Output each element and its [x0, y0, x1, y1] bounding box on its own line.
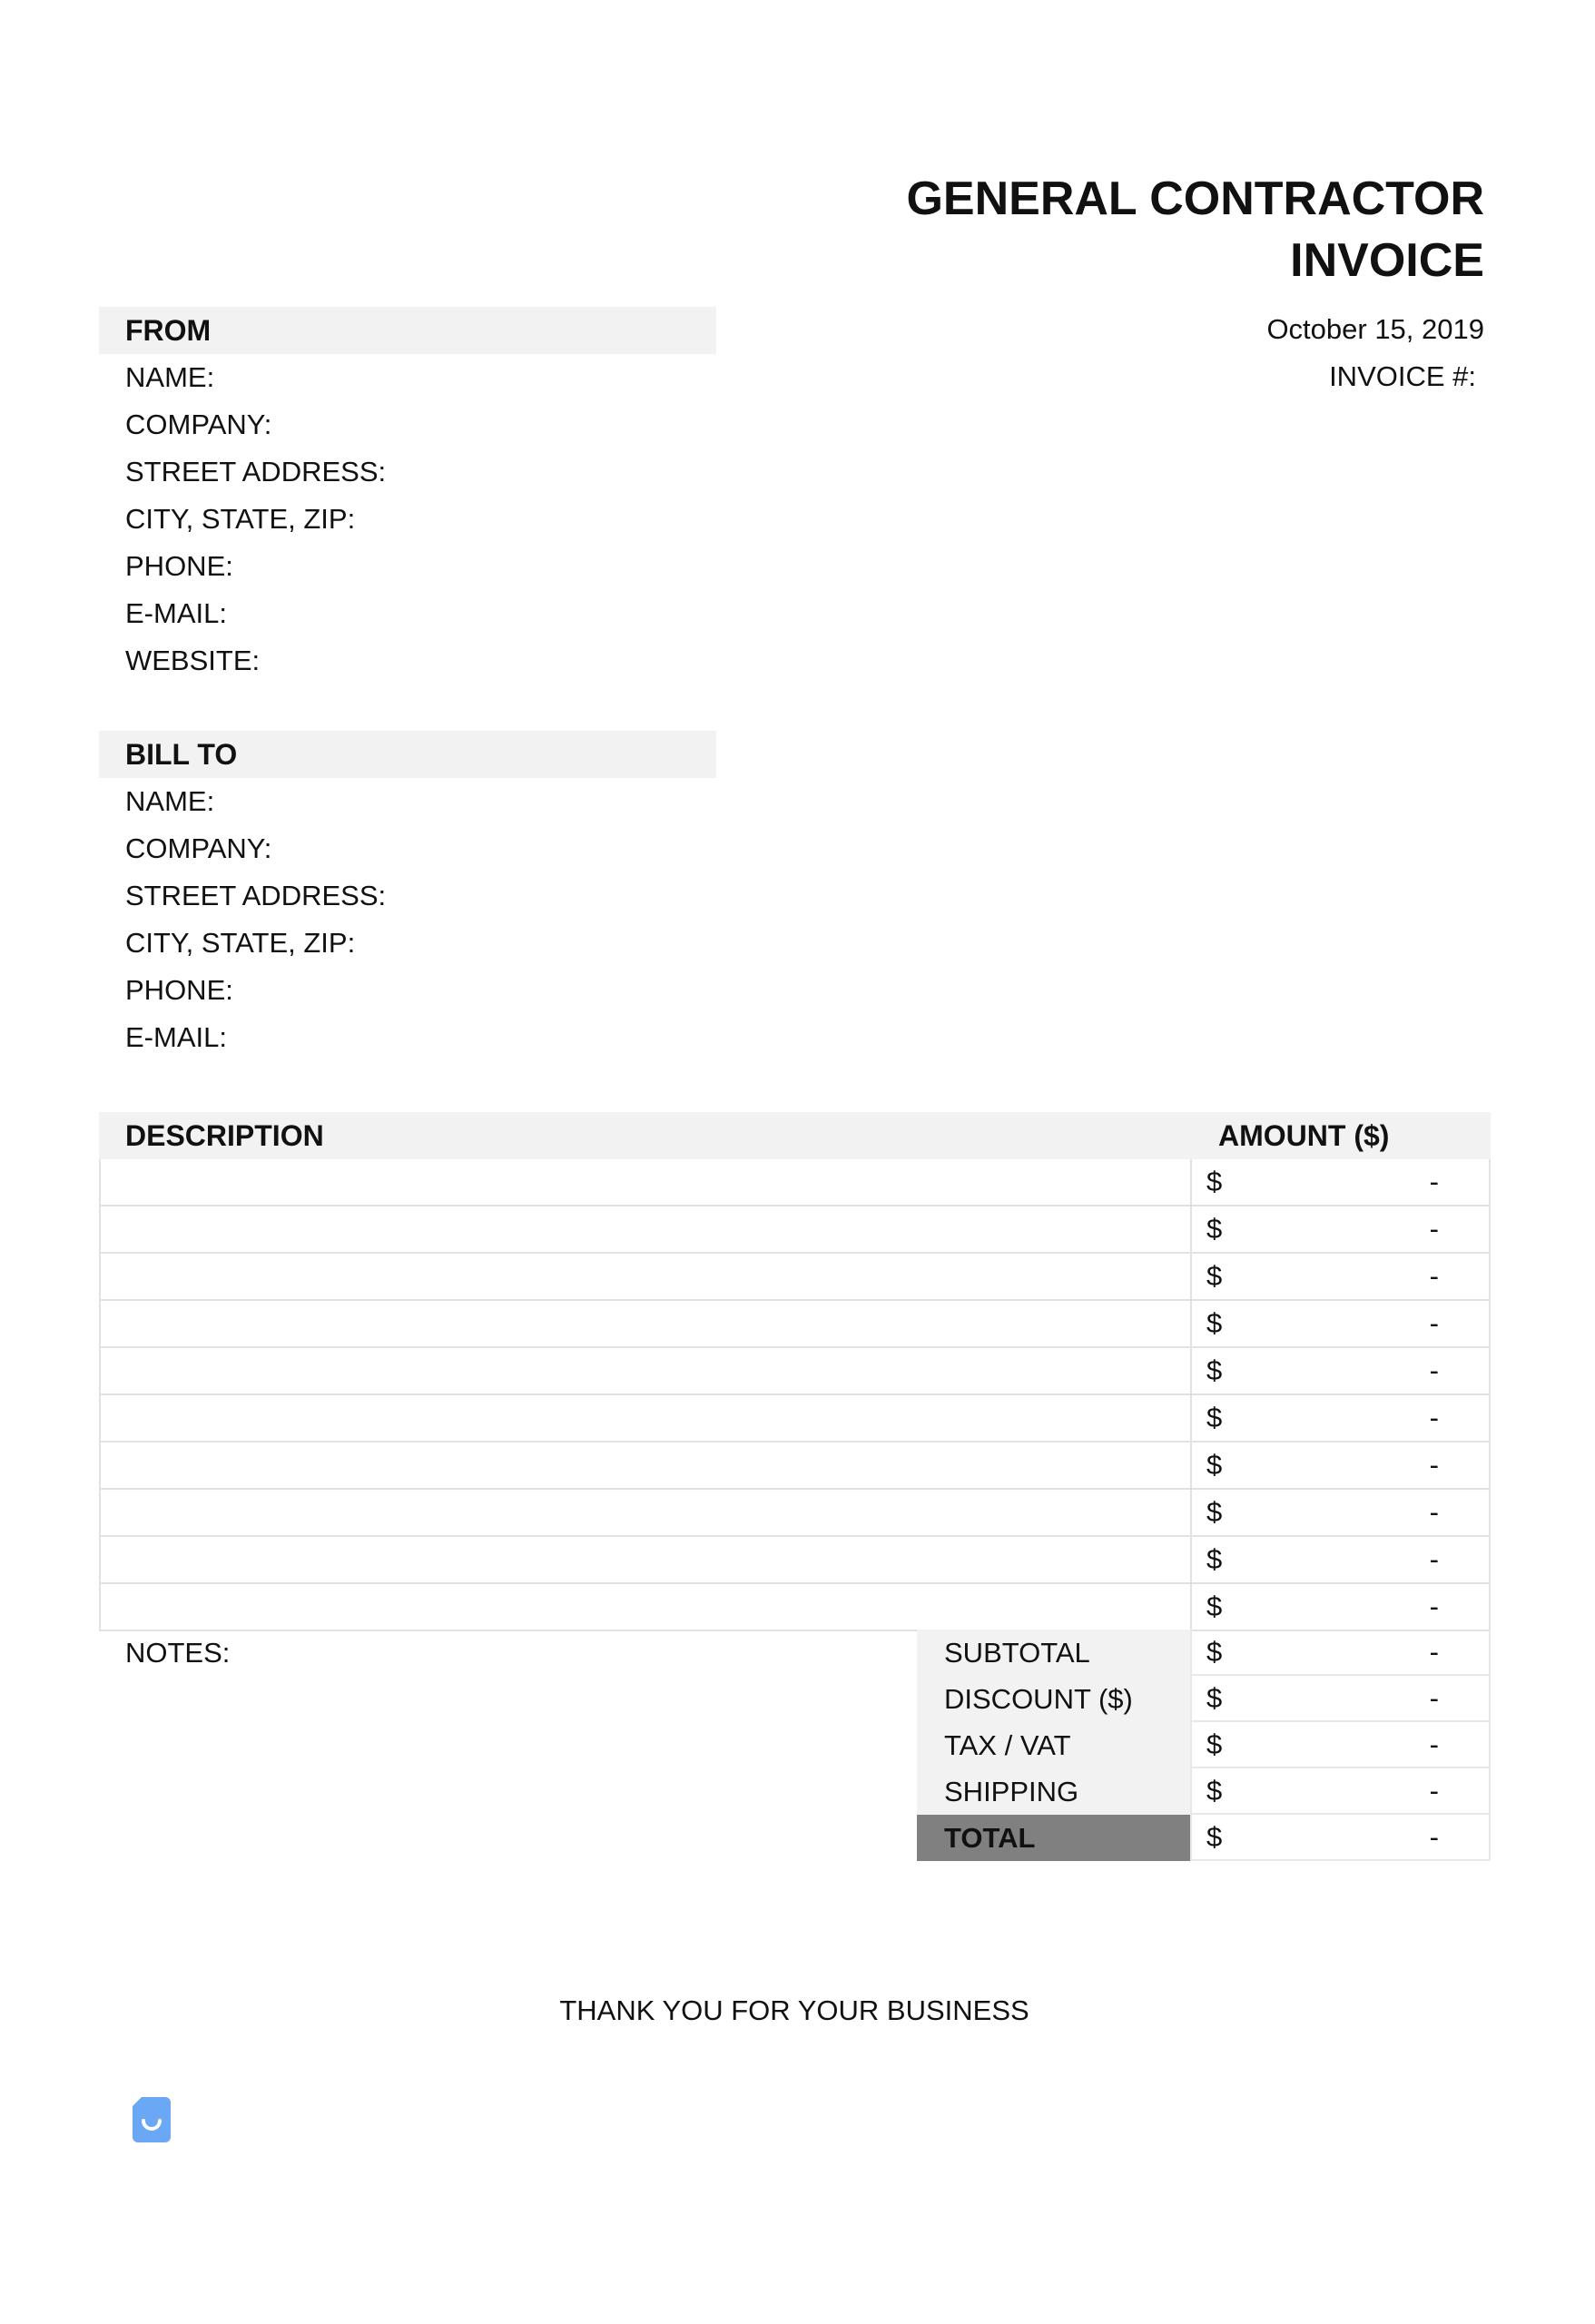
currency-symbol: $ — [1206, 1590, 1223, 1622]
currency-symbol: $ — [1206, 1636, 1223, 1668]
currency-symbol: $ — [1206, 1728, 1223, 1760]
amount-cell[interactable] — [1192, 1206, 1489, 1252]
table-row — [99, 1206, 1491, 1254]
from-field-label: CITY, STATE, ZIP: — [125, 503, 356, 535]
amount-column-header: AMOUNT ($) — [1218, 1119, 1390, 1152]
description-cell[interactable] — [101, 1395, 1192, 1441]
amount-value: - — [1429, 1636, 1439, 1668]
amount-value: - — [1429, 1821, 1439, 1853]
bill-to-field-label: E-MAIL: — [125, 1021, 227, 1053]
amount-cell[interactable] — [1192, 1159, 1489, 1205]
amount-value: - — [1429, 1166, 1439, 1197]
summary-amount-cell — [1190, 1676, 1491, 1722]
currency-symbol: $ — [1206, 1496, 1223, 1528]
summary-row-discount — [917, 1676, 1491, 1722]
currency-symbol: $ — [1206, 1682, 1223, 1714]
currency-symbol: $ — [1206, 1307, 1223, 1339]
table-row — [99, 1348, 1491, 1395]
description-cell[interactable] — [101, 1254, 1192, 1299]
table-row — [99, 1490, 1491, 1537]
table-row — [99, 1301, 1491, 1348]
title-line-1: GENERAL CONTRACTOR — [906, 172, 1484, 225]
amount-value: - — [1429, 1354, 1439, 1386]
line-items-header — [99, 1112, 1491, 1159]
summary-amount-cell — [1190, 1630, 1491, 1676]
from-field-label: COMPANY: — [125, 409, 272, 440]
summary-row-total — [917, 1815, 1491, 1861]
amount-value: - — [1429, 1775, 1439, 1807]
currency-symbol: $ — [1206, 1213, 1223, 1245]
notes-label: NOTES: — [125, 1637, 231, 1669]
invoice-date: October 15, 2019 — [1266, 313, 1484, 345]
table-row — [99, 1159, 1491, 1206]
summary-row-subtotal — [917, 1630, 1491, 1676]
currency-symbol: $ — [1206, 1543, 1223, 1575]
from-field-label: STREET ADDRESS: — [125, 456, 387, 487]
table-row — [99, 1254, 1491, 1301]
summary-amount-cell — [1190, 1768, 1491, 1815]
amount-cell[interactable] — [1192, 1301, 1489, 1346]
from-field-label: NAME: — [125, 361, 215, 393]
title-line-2: INVOICE — [1290, 234, 1484, 287]
summary-label: TAX / VAT — [917, 1722, 1190, 1768]
from-heading: FROM — [99, 307, 716, 354]
line-items-table — [99, 1159, 1491, 1631]
amount-cell[interactable] — [1192, 1584, 1489, 1630]
currency-symbol: $ — [1206, 1775, 1223, 1807]
description-cell[interactable] — [101, 1159, 1192, 1205]
currency-symbol: $ — [1206, 1449, 1223, 1481]
from-field-label: WEBSITE: — [125, 645, 261, 676]
table-row — [99, 1395, 1491, 1443]
description-cell[interactable] — [101, 1443, 1192, 1488]
amount-value: - — [1429, 1260, 1439, 1292]
currency-symbol: $ — [1206, 1354, 1223, 1386]
amount-value: - — [1429, 1543, 1439, 1575]
invoice-title — [906, 168, 1484, 291]
bill-to-field-label: COMPANY: — [125, 832, 272, 864]
table-row — [99, 1443, 1491, 1490]
summary-amount-cell — [1190, 1722, 1491, 1768]
amount-value: - — [1429, 1590, 1439, 1622]
amount-cell[interactable] — [1192, 1348, 1489, 1393]
description-cell[interactable] — [101, 1584, 1192, 1630]
amount-value: - — [1429, 1402, 1439, 1433]
bill-to-field-label: STREET ADDRESS: — [125, 880, 387, 911]
amount-cell[interactable] — [1192, 1395, 1489, 1441]
from-field-label: PHONE: — [125, 550, 233, 582]
currency-symbol: $ — [1206, 1402, 1223, 1433]
amount-cell[interactable] — [1192, 1443, 1489, 1488]
description-cell[interactable] — [101, 1537, 1192, 1582]
summary-label: SHIPPING — [917, 1768, 1190, 1815]
amount-value: - — [1429, 1307, 1439, 1339]
description-cell[interactable] — [101, 1301, 1192, 1346]
bill-to-field-label: PHONE: — [125, 974, 233, 1006]
bill-to-field-label: CITY, STATE, ZIP: — [125, 927, 356, 959]
amount-value: - — [1429, 1682, 1439, 1714]
table-row — [99, 1584, 1491, 1631]
amount-cell[interactable] — [1192, 1254, 1489, 1299]
bill-to-field-label: NAME: — [125, 785, 215, 817]
invoice-number-label: INVOICE #: — [1329, 360, 1476, 392]
table-row — [99, 1537, 1491, 1584]
summary-row-tax-vat — [917, 1722, 1491, 1768]
amount-value: - — [1429, 1449, 1439, 1481]
amount-cell[interactable] — [1192, 1537, 1489, 1582]
amount-value: - — [1429, 1728, 1439, 1760]
bill-to-heading: BILL TO — [99, 731, 716, 778]
thank-you-message: THANK YOU FOR YOUR BUSINESS — [559, 1994, 1029, 2026]
summary-label: DISCOUNT ($) — [917, 1676, 1190, 1722]
summary-row-shipping — [917, 1768, 1491, 1815]
amount-value: - — [1429, 1496, 1439, 1528]
description-cell[interactable] — [101, 1348, 1192, 1393]
description-column-header: DESCRIPTION — [125, 1119, 324, 1152]
from-field-label: E-MAIL: — [125, 597, 227, 629]
summary-label: SUBTOTAL — [917, 1630, 1190, 1676]
currency-symbol: $ — [1206, 1821, 1223, 1853]
summary-amount-cell — [1190, 1815, 1491, 1861]
currency-symbol: $ — [1206, 1260, 1223, 1292]
summary-table — [917, 1630, 1491, 1861]
description-cell[interactable] — [101, 1490, 1192, 1535]
document-logo-icon — [133, 2097, 171, 2142]
currency-symbol: $ — [1206, 1166, 1223, 1197]
description-cell[interactable] — [101, 1206, 1192, 1252]
summary-label: TOTAL — [917, 1815, 1190, 1861]
amount-value: - — [1429, 1213, 1439, 1245]
amount-cell[interactable] — [1192, 1490, 1489, 1535]
